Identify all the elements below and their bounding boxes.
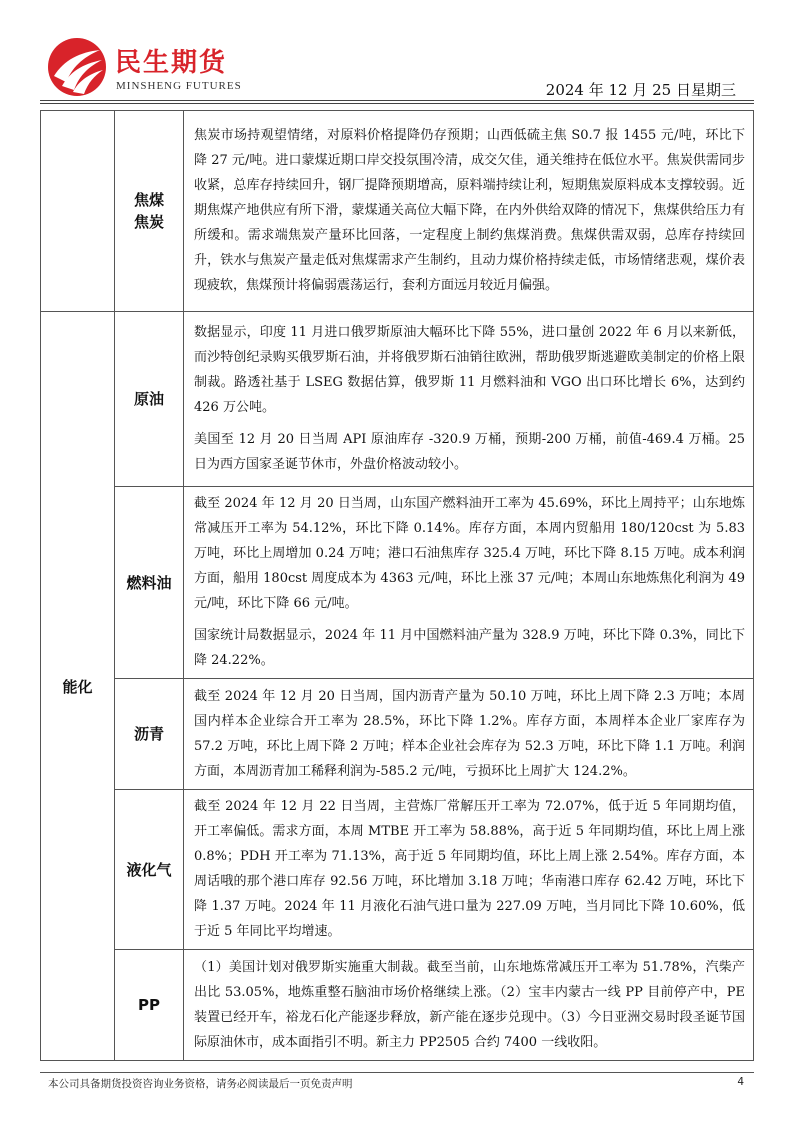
crude-paragraph-2: 美国至 12 月 20 日当周 API 原油库存 -320.9 万桶，预期-200 万桶，前值-469.4 万桶。25 日为西方国家圣诞节休市，外盘价格波动较小。: [194, 432, 745, 472]
page-header: [0, 0, 794, 108]
fuel-oil-paragraph-2: 国家统计局数据显示，2024 年 11 月中国燃料油产量为 328.9 万吨，环比下降 0.3%，同比下降 24.22%。: [194, 628, 745, 668]
table-row-lpg: [41, 790, 754, 950]
row-content-fuel-oil: [184, 487, 754, 679]
page-number: 4: [737, 1076, 744, 1088]
category-cell-empty: [41, 111, 115, 312]
row-content-crude: [184, 312, 754, 487]
table-row-crude: [41, 312, 754, 487]
crude-paragraph-1: 数据显示，印度 11 月进口俄罗斯原油大幅环比下降 55%，进口量创 2022 年 6 月以来新低，而沙特创纪录购买俄罗斯石油，并将俄罗斯石油销往欧洲，帮助俄罗斯逃避欧美制定的价格上限制裁。路透社基于 LSEG 数据估算，俄罗斯 11 月燃料油和 VGO 出口环比增长 6%，达到约 426 万公吨。: [194, 325, 745, 415]
fuel-oil-paragraph-1: 截至 2024 年 12 月 20 日当周，山东国产燃料油开工率为 45.69%，环比上周持平；山东地炼常减压开工率为 54.12%，环比下降 0.14%。库存方面，本周内贸船用 180/120cst 为 5.83 万吨，环比上周增加 0.24 万吨；港口石油焦库存 325.4 万吨，环比下降 8.15 万吨。成本利润方面，船用 180cst 周度成本为 4363 元/吨，环比上涨 37 元/吨；本周山东地炼焦化利润为 49 元/吨，环比下降 66 元/吨。: [194, 496, 745, 611]
table-row-coke: [41, 111, 754, 312]
row-label-coke: 焦煤 焦炭: [115, 111, 184, 312]
report-date: 2024 年 12 月 25 日星期三: [545, 81, 736, 99]
header-divider: [40, 100, 754, 101]
pp-paragraph: （1）美国计划对俄罗斯实施重大制裁。截至当前，山东地炼常减压开工率为 51.78%，汽柴产出比 53.05%，地炼重整石脑油市场价格继续上涨。（2）宝丰内蒙古一线 PP 目前停产中，PE 装置已经开车，裕龙石化产能逐步释放，新产能在逐步兑现中。（3）今日亚洲交易时段圣诞节国际原油休市，成本面指引不明。新主力 PP2505 合约 7400 一线收阳。: [194, 959, 745, 1050]
lpg-paragraph: 截至 2024 年 12 月 22 日当周，主营炼厂常解压开工率为 72.07%，低于近 5 年同期均值，开工率偏低。需求方面，本周 MTBE 开工率为 58.88%，高于近 5 年同期均值，环比上周上涨 0.8%；PDH 开工率为 71.13%，高于近 5 年同期均值，环比上周上涨 2.54%。库存方面，本周话哦的那个港口库存 92.56 万吨，环比增加 3.18 万吨；华南港口库存 62.42 万吨，环比下降 1.37 万吨。2024 年 11 月液化石油气进口量为 227.09 万吨，当月同比下降 10.60%，低于近 5 年同比平均增速。: [194, 799, 745, 939]
asphalt-paragraph: 截至 2024 年 12 月 20 日当周，国内沥青产量为 50.10 万吨，环比上周下降 2.3 万吨；本周国内样本企业综合开工率为 28.5%，环比下降 1.2%。库存方面，本周样本企业厂家库存为 57.2 万吨，环比上周下降 2 万吨；样本企业社会库存为 52.3 万吨，环比下降 1.1 万吨。利润方面，本周沥青加工稀释利润为-585.2 元/吨，亏损环比上周扩大 124.2%。: [194, 688, 745, 779]
minsheng-logo-icon: [46, 36, 108, 98]
footer-disclaimer: 本公司具备期货投资咨询业务资格，请务必阅读最后一页免责声明: [48, 1078, 353, 1090]
row-label-pp: PP: [115, 950, 184, 1061]
table-row-asphalt: [41, 679, 754, 790]
row-label-lpg: 液化气: [115, 790, 184, 950]
row-label-crude: 原油: [115, 312, 184, 487]
header-divider: [40, 103, 754, 104]
row-label-asphalt: 沥青: [115, 679, 184, 790]
brand-name-cn: 民生期货: [115, 48, 228, 78]
table-row-fuel-oil: [41, 487, 754, 679]
coke-paragraph: 焦炭市场持观望情绪，对原料价格提降仍存预期；山西低硫主焦 S0.7 报 1455 元/吨，环比下降 27 元/吨。进口蒙煤近期口岸交投氛围冷清，成交欠佳，通关维持在低位水平。焦炭供需同步收紧，总库存持续回升，钢厂提降预期增高，原料端持续让利，短期焦炭原料成本支撑较弱。近期焦煤产地供应有所下滑，蒙煤通关高位大幅下降，在内外供给双降的情况下，焦煤供给压力有所缓和。需求端焦炭产量环比回落，一定程度上制约焦煤消费。焦煤供需双弱，总库存持续回升，铁水与焦炭产量走低对焦煤需求产生制约，且动力煤价格持续走低，市场情绪悲观，煤价表现疲软，焦煤预计将偏弱震荡运行，套利方面远月较近月偏强。: [194, 128, 745, 293]
category-energy-chemical: 能化: [41, 312, 115, 1061]
row-content-pp: [184, 950, 754, 1061]
row-content-asphalt: [184, 679, 754, 790]
table-row-pp: [41, 950, 754, 1061]
commodity-table: [40, 110, 754, 1061]
row-content-lpg: [184, 790, 754, 950]
footer-divider: [40, 1072, 754, 1073]
row-label-fuel-oil: 燃料油: [115, 487, 184, 679]
brand-name-en: MINSHENG FUTURES: [116, 80, 242, 92]
row-content-coke: [184, 111, 754, 312]
